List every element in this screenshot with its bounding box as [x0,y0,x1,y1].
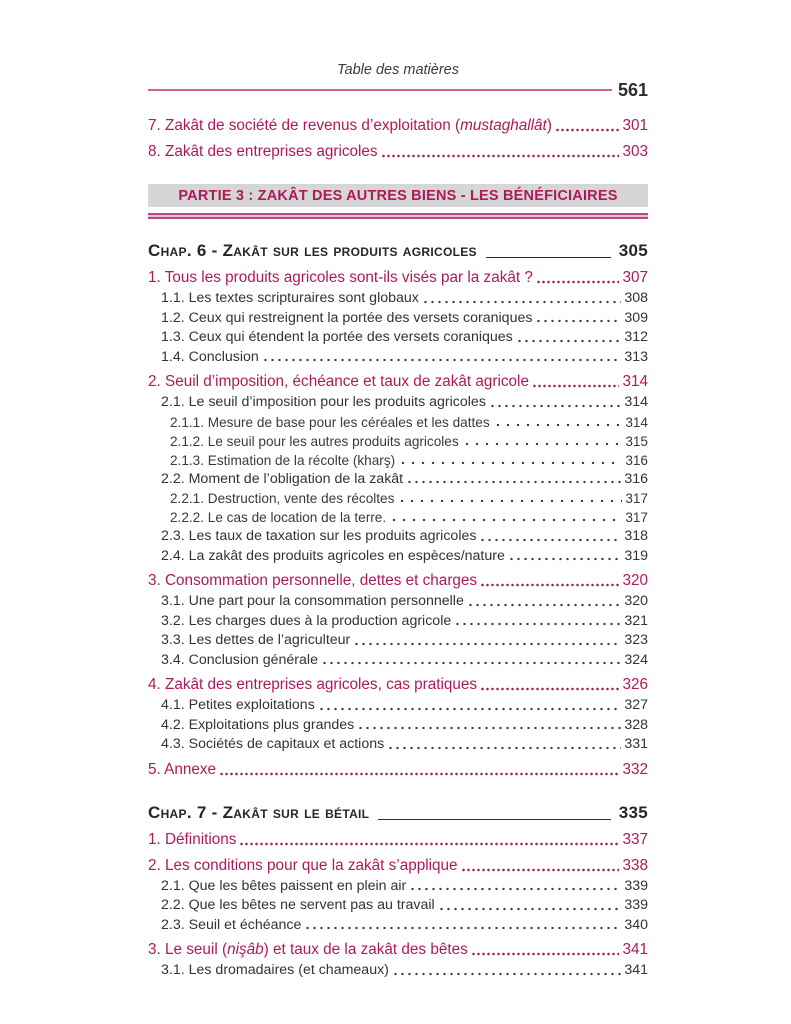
toc-entry-page: 313 [624,348,648,365]
toc-entry [148,432,648,451]
dot-leader [489,393,621,413]
toc-entry-title [170,489,394,508]
toc-entry [148,631,648,651]
dot-leader [516,328,622,348]
toc-entry-title [161,631,350,651]
toc-entry [148,348,648,368]
part-banner [148,184,648,207]
dot-leader [219,758,619,781]
dot-leader [318,696,622,716]
toc-entry-page: 312 [624,329,648,345]
toc-entry-title [148,854,458,877]
toc-entry-title [161,896,435,916]
toc-entry-title [161,328,513,348]
chapter-title [148,802,369,824]
toc-entry-page: 308 [624,290,648,306]
dot-leader [398,451,622,470]
toc-entry-page: 317 [625,510,648,525]
toc-entry-title-text: 2.3. Les taux de taxation sur les produits agricoles [161,528,477,544]
toc-entry-title-text: 5. Annexe [148,760,217,778]
dot-leader [239,828,619,851]
toc-entry-page: 319 [624,547,648,564]
toc-entry [148,527,648,547]
dot-leader [480,673,619,696]
toc-entry-title-text: 2.2. Que les bêtes ne servent pas au travail [161,897,435,913]
toc-entry-page: 315 [625,433,648,449]
toc-entry-title [161,916,301,936]
toc-entry [148,309,648,329]
toc-entry-page: 303 [622,143,648,160]
toc-entry [148,854,648,877]
toc-entry-title [148,266,533,289]
toc-entry-page: 331 [624,736,648,752]
toc-entry-page: 341 [622,941,648,958]
dot-leader [438,896,622,916]
toc-entry-page: 324 [624,651,648,668]
page-number: 561 [617,80,648,100]
toc-entry-title-text: 3.4. Conclusion générale [161,651,318,668]
dot-leader [381,140,620,163]
dot-leader [480,569,619,592]
toc-entry-title [148,828,236,851]
toc-entry-title [148,569,477,592]
toc-entry [148,489,648,508]
toc-entry [148,569,648,592]
toc-entry-title [161,716,354,736]
toc-entry-page: 317 [625,491,648,506]
toc-entry-page: 341 [624,962,648,978]
toc-entry-page: 320 [624,593,648,609]
dot-leader [461,854,620,877]
toc-entry-page: 316 [624,470,648,487]
toc-entry [148,266,648,289]
toc-entry [148,289,648,309]
toc-entry-title-text: 2. Les conditions pour que la zakât s’applique [148,856,458,874]
dot-leader [479,527,621,547]
toc-entry-title-italic: mustaghallât [460,117,547,134]
dot-leader [532,370,620,393]
toc-entry-page: 323 [624,632,648,648]
toc-entry-page: 332 [622,760,648,778]
toc-entry-title-text: 3. Le seuil ( [148,941,228,958]
solid-leader [378,802,610,820]
toc-entry [148,938,648,961]
toc-entry-title-text: Chap. 6 - Zakât sur les produits agricoles [148,241,477,260]
toc-entry [148,758,648,781]
toc-entry-title-text: 2.1. Le seuil d’imposition pour les produits agricoles [161,394,486,410]
dot-leader [409,877,621,897]
toc-entry-page: 335 [618,802,648,822]
toc-entry [148,877,648,897]
toc-entry-title-text: 2.1.3. Estimation de la récolte (kharş) [170,452,396,468]
toc-entry-title-text: 1.3. Ceux qui étendent la portée des versets coraniques [161,329,513,345]
toc-entry [148,673,648,696]
dot-leader [454,612,621,632]
toc-entry-title-text: 4.3. Sociétés de capitaux et actions [161,736,385,752]
toc-entry-page: 314 [622,373,648,390]
dot-leader [397,489,622,508]
toc-entry-title-text: 4. Zakât des entreprises agricoles, cas pratiques [148,676,478,693]
toc-entry-page: 321 [624,612,648,629]
toc-entry-title-text: 8. Zakât des entreprises agricoles [148,143,378,160]
toc-entry [148,451,648,470]
toc-entry-title-text: 2.1. Que les bêtes paissent en plein air [161,877,407,894]
toc-entry-title-italic: nişâb [227,941,264,958]
toc-entry-title [161,470,403,490]
dot-leader [353,631,621,651]
toc-entry [148,328,648,348]
dot-leader [406,470,621,490]
toc-entry [148,961,648,981]
toc-entry-title-text: 2.4. La zakât des produits agricoles en espèces/nature [161,547,505,564]
dot-leader [467,592,621,612]
header-rule-line [148,89,612,91]
toc-entry [148,592,648,612]
toc-entry-page: 320 [622,572,648,589]
chapter-title [148,240,477,262]
dot-leader [304,916,621,936]
toc-entry-title [148,938,468,961]
toc-leading-entries [148,114,648,163]
toc-entry-page: 314 [625,414,648,430]
section-divider [148,213,648,219]
toc-entry-title-text: ) et taux de la zakât des bêtes [263,941,468,958]
toc-entry-page: 338 [622,856,648,874]
toc-entry-page: 339 [624,897,648,913]
toc-entry-title-text: 1.1. Les textes scripturaires sont globaux [161,290,419,306]
toc-entry-title [161,961,389,981]
toc-entry-title [148,370,529,393]
dot-leader [536,266,620,289]
toc-entry-title-text: Chap. 7 - Zakât sur le bétail [148,802,370,822]
dot-leader [535,309,621,329]
toc-entry-title-text: 2.2.2. Le cas de location de la terre. [170,510,387,525]
toc-entry-title-text: 2. Seuil d’imposition, échéance et taux de zakât agricole [148,373,529,390]
toc-entry-title-text: ) [546,117,552,134]
toc-entry-title [170,451,395,470]
toc-entry-title [170,508,386,527]
toc-entry-title [148,673,477,696]
toc-entry-title [161,348,259,368]
toc-entry-page: 326 [622,676,648,693]
toc-entry-title [161,696,315,716]
toc-entry-title-text: 1.4. Conclusion [161,348,259,365]
toc-entry-page: 339 [624,877,648,894]
toc-entry-title-text: 1. Tous les produits agricoles sont-ils visés par la zakât ? [148,269,533,286]
toc-entry-page: 318 [624,528,648,544]
toc-entry-page: 316 [625,452,648,468]
toc-entry [148,896,648,916]
toc-entry [148,140,648,163]
toc-entry [148,370,648,393]
dot-leader [387,735,621,755]
toc-entry-title [170,432,459,451]
toc-entry-title-text: 2.3. Seuil et échéance [161,916,302,933]
toc-entry-title-text: 4.2. Exploitations plus grandes [161,716,355,733]
toc-entry [148,470,648,490]
toc-entry [148,413,648,432]
toc-entry [148,651,648,671]
toc-entry-title-text: 2.2.1. Destruction, vente des récoltes [170,491,395,506]
toc-entry-page: 309 [624,309,648,326]
dot-leader [493,413,623,432]
dot-leader [392,961,621,981]
toc-entry-title [148,140,378,163]
toc-entry-title-text: 7. Zakât de société de revenus d’exploitation ( [148,117,461,134]
toc-entry-title [161,309,532,329]
toc-entry-title [161,547,505,567]
toc-entry-title-text: 3.1. Une part pour la consommation personnelle [161,593,464,609]
toc-entry-title-text: 3.3. Les dettes de l’agriculteur [161,632,351,648]
dot-leader [555,114,620,137]
dot-leader [321,651,621,671]
toc-entry-title-text: 2.2. Moment de l’obligation de la zakât [161,470,404,487]
toc-entry-title-text: 2.1.1. Mesure de base pour les céréales et les dattes [170,414,490,430]
toc-entry [148,828,648,851]
toc-entry-title [161,289,419,309]
toc-entry-page: 301 [622,117,648,134]
toc-entry [148,916,648,936]
toc-entry-title-text: 1.2. Ceux qui restreignent la portée des versets coraniques [161,309,533,326]
toc-entry-title [161,612,451,632]
toc-entry [148,696,648,716]
toc-entry-page: 328 [624,716,648,733]
toc-entry-title-text: 2.1.2. Le seuil pour les autres produits agricoles [170,433,459,449]
running-head: Table des matières [337,62,459,78]
toc-entry-title-text: 3.2. Les charges dues à la production agricole [161,612,452,629]
dot-leader [462,432,623,451]
toc-entry-page: 305 [618,241,648,260]
part-banner-label: PARTIE 3 : ZAKÂT DES AUTRES BIENS - LES BÉNÉFICIAIRES [178,188,618,204]
toc-entry-page: 307 [622,269,648,286]
toc-entry [148,735,648,755]
toc-entry-title-text: 3.1. Les dromadaires (et chameaux) [161,962,389,978]
toc-entry [148,508,648,527]
toc-chapters [148,240,648,981]
toc-entry-title-text: 3. Consommation personnelle, dettes et charges [148,572,478,589]
toc-entry [148,114,648,137]
toc-entry-title-text: 4.1. Petites exploitations [161,697,315,713]
chapter-heading [148,802,648,824]
dot-leader [471,938,620,961]
toc-entry-page: 314 [624,394,648,410]
dot-leader [508,547,621,567]
toc-entry-title-text: 1. Définitions [148,830,237,848]
toc-entry-title [161,527,476,547]
header-rule [148,81,648,99]
toc-entry-title [161,735,384,755]
dot-leader [357,716,621,736]
toc-entry [148,547,648,567]
toc-entry-page: 327 [624,697,648,713]
toc-entry [148,612,648,632]
toc-entry-title [148,114,552,137]
toc-entry-page: 340 [624,916,648,933]
dot-leader [389,508,622,527]
toc-entry-page: 337 [622,830,648,848]
toc-entry-title [161,592,464,612]
toc-entry-title [148,758,216,781]
toc-entry-title [170,413,490,432]
chapter-heading [148,240,648,262]
dot-leader [262,348,622,368]
dot-leader [422,289,621,309]
toc-entry-title [161,651,318,671]
solid-leader [486,240,611,258]
toc-entry [148,716,648,736]
toc-entry-title [161,393,486,413]
toc-entry [148,393,648,413]
page-header [148,62,648,99]
toc-entry-title [161,877,406,897]
